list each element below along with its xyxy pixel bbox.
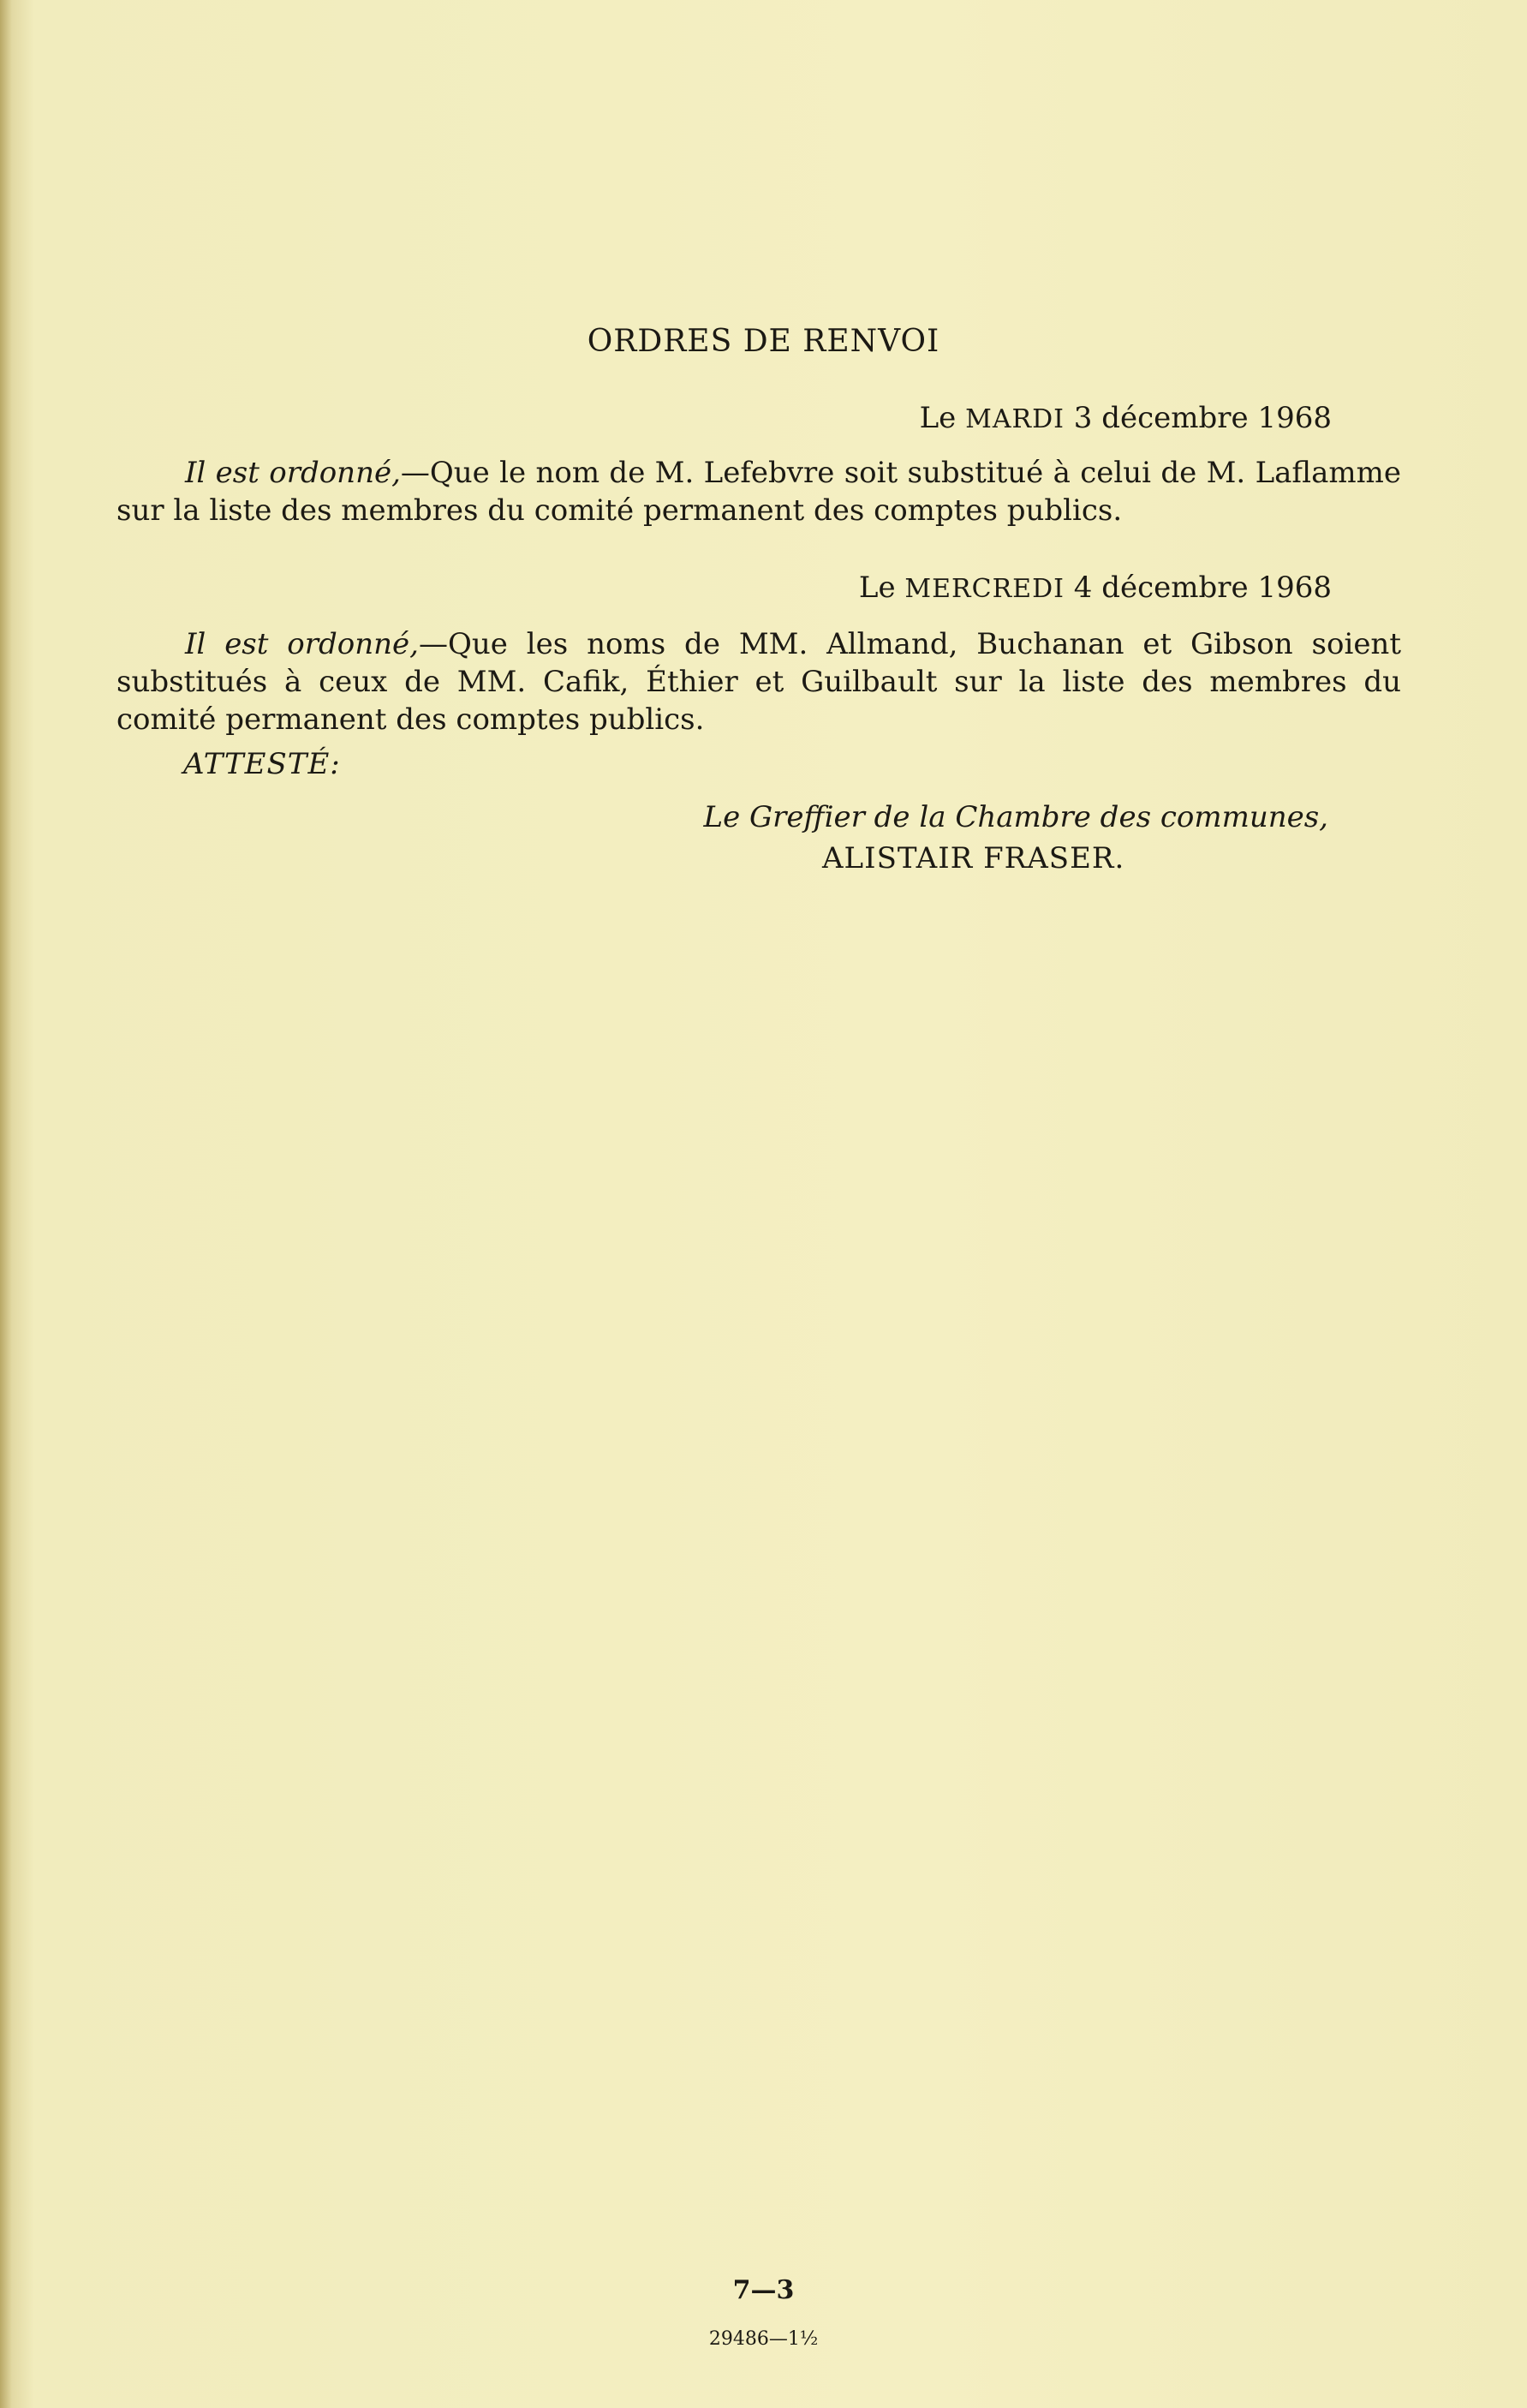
print-code: 29486—1½ <box>708 2328 819 2350</box>
order-text: —Que les noms de MM. Allmand, Buchanan et Gibson soient substitués à ceux de MM. Cafik, Éthier et Guilbault sur la liste des membres du comité permanent des comptes publics. <box>116 627 1401 737</box>
date-day: MARDI <box>965 404 1065 434</box>
order-lead: Il est ordonné, <box>185 627 419 661</box>
date-prefix: Le <box>858 571 896 605</box>
order-paragraph-2 <box>116 625 1401 738</box>
date-day: MERCREDI <box>904 574 1065 604</box>
order-date-1 <box>920 401 1332 435</box>
date-prefix: Le <box>919 401 957 435</box>
order-lead: Il est ordonné, <box>185 456 401 490</box>
order-paragraph-1 <box>116 454 1401 529</box>
page-number: 7—3 <box>732 2275 795 2305</box>
clerk-title: Le Greffier de la Chambre des communes, <box>703 800 1328 834</box>
clerk-name: ALISTAIR FRASER. <box>822 841 1125 875</box>
date-rest: 4 décembre 1968 <box>1073 571 1332 605</box>
order-text: —Que le nom de M. Lefebvre soit substitué à celui de M. Laflamme sur la liste des membres du comité permanent des comptes publics. <box>116 456 1401 528</box>
date-rest: 3 décembre 1968 <box>1073 401 1332 435</box>
attestation-label: ATTESTÉ: <box>183 747 341 781</box>
page-title: ORDRES DE RENVOI <box>587 324 940 359</box>
order-date-2 <box>859 571 1332 605</box>
